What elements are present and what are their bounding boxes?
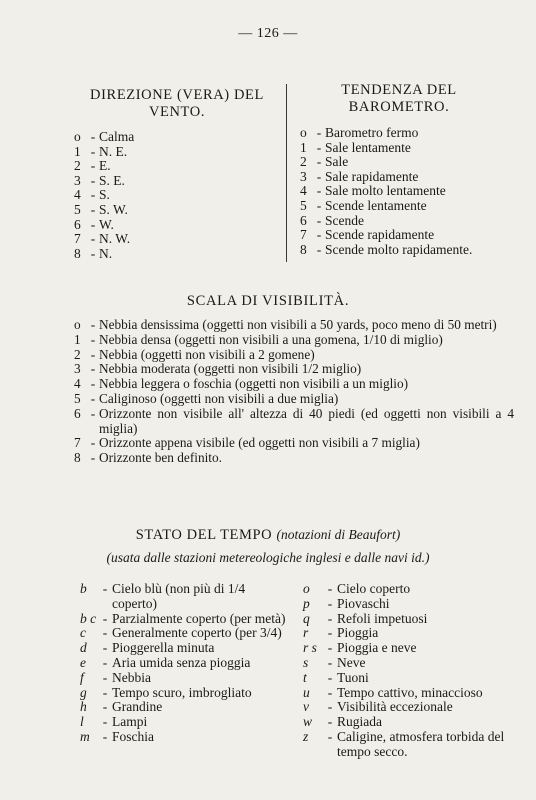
barometer-item [300,126,472,141]
barometer-code: 8 [300,241,307,257]
visibility-item [74,333,514,348]
barometer-title-line2: BAROMETRO. [348,99,450,115]
weather-right-item [303,671,518,686]
weather-right-item [303,686,518,701]
weather-left-item [80,700,290,715]
wind-dash: - [90,172,96,188]
barometer-code: 1 [300,139,307,155]
wind-item [74,145,134,160]
visibility-code: o [74,317,81,332]
weather-right-label: Piovaschi [337,595,390,611]
weather-right-code: t [303,669,307,685]
weather-left-code: g [80,684,87,700]
visibility-dash: - [90,346,96,362]
weather-right-code: p [303,595,310,611]
barometer-code: 3 [300,168,307,184]
barometer-dash: - [316,241,322,257]
wind-dash: - [90,158,96,174]
weather-left-item [80,656,290,671]
weather-right-item [303,656,518,671]
weather-right-item [303,597,518,612]
weather-left-dash: - [102,640,108,656]
weather-right-label: Caligine, atmosfera torbida del tempo secco. [337,728,505,759]
wind-item [74,188,134,203]
weather-right-code: v [303,699,309,715]
weather-right-code: z [303,728,309,744]
wind-title-line1: DIREZIONE (VERA) DEL [90,87,264,103]
barometer-title-line1: TENDENZA DEL [341,82,457,98]
barometer-dash: - [316,227,322,243]
visibility-label: Nebbia moderata (oggetti non visibili 1/2 miglio) [99,361,362,377]
weather-right-item [303,612,518,627]
weather-left-label: Generalmente coperto (per 3/4) [112,625,282,641]
weather-left-dash: - [102,610,108,626]
barometer-item [300,243,472,258]
weather-right-code: s [303,654,309,670]
weather-title-note: (notazioni di Beaufort) [276,527,401,542]
weather-right-code: w [303,714,313,730]
weather-right-dash: - [327,714,333,730]
barometer-label: Scende molto rapidamente. [325,241,473,257]
visibility-dash: - [90,435,96,451]
visibility-label: Nebbia densissima (oggetti non visibili a 50 yards, poco meno di 50 metri) [99,317,497,332]
visibility-label: Orizzonte appena visibile (ed oggetti non visibili a 7 miglia) [99,435,420,451]
visibility-dash: - [90,405,96,421]
weather-right-code: o [303,581,310,596]
wind-title [78,87,276,121]
wind-item [74,130,134,145]
wind-dash: - [90,129,96,144]
weather-left-dash: - [102,654,108,670]
wind-label: N. W. [99,231,131,247]
barometer-code: o [300,125,307,140]
weather-left-code: m [80,728,90,744]
weather-left-dash: - [102,669,108,685]
weather-right-item [303,641,518,656]
weather-right-dash: - [327,640,333,656]
weather-left-dash: - [102,684,108,700]
weather-left-dash: - [102,728,108,744]
wind-dash: - [90,231,96,247]
barometer-dash: - [316,197,322,213]
weather-right-item [303,626,518,641]
wind-item [74,218,134,233]
barometer-item [300,184,472,199]
weather-right-dash: - [327,728,333,744]
weather-right-list [303,582,518,760]
barometer-code: 4 [300,183,307,199]
barometer-label: Barometro fermo [325,125,419,140]
barometer-dash: - [316,125,322,140]
visibility-dash: - [90,361,96,377]
weather-right-dash: - [327,581,333,596]
weather-left-label: Foschia [112,728,154,744]
weather-right-label: Rugiada [337,714,382,730]
barometer-list [300,126,472,257]
weather-right-label: Tuoni [337,669,369,685]
wind-code: 6 [74,216,81,232]
visibility-code: 7 [74,435,81,451]
weather-left-item [80,715,290,730]
wind-dash: - [90,216,96,232]
weather-left-dash: - [102,581,108,596]
visibility-item [74,362,514,377]
weather-left-item [80,582,290,612]
visibility-list [74,318,514,466]
weather-right-code: r [303,625,309,641]
weather-left-item [80,612,290,627]
visibility-dash: - [90,317,96,332]
visibility-code: 4 [74,376,81,392]
visibility-label: Caliginoso (oggetti non visibili a due miglia) [99,390,339,406]
weather-right-label: Neve [337,654,366,670]
weather-right-item [303,582,518,597]
weather-right-dash: - [327,610,333,626]
barometer-label: Sale lentamente [325,139,411,155]
weather-left-code: e [80,654,86,670]
wind-label: Calma [99,129,135,144]
weather-left-dash: - [102,699,108,715]
barometer-item [300,214,472,229]
weather-right-dash: - [327,654,333,670]
barometer-code: 7 [300,227,307,243]
weather-left-label: Cielo blù (non più di 1/4 coperto) [112,581,246,611]
weather-left-label: Parzialmente coperto (per metà) [112,610,286,626]
weather-left-label: Lampi [112,714,148,730]
weather-right-dash: - [327,595,333,611]
weather-right-item [303,700,518,715]
weather-right-item [303,715,518,730]
visibility-code: 1 [74,331,81,347]
weather-left-item [80,626,290,641]
wind-title-line2: VENTO. [148,104,206,120]
weather-left-code: b c [80,610,97,626]
barometer-dash: - [316,183,322,199]
visibility-item [74,318,514,333]
visibility-label: Orizzonte non visibile all' altezza di 40 piedi (ed oggetti non visibili a 4 miglia) [99,405,514,436]
barometer-label: Scende lentamente [325,197,427,213]
barometer-item [300,199,472,214]
visibility-code: 6 [74,405,81,421]
weather-subtitle: (usata dalle stazioni metereologiche inglesi e dalle navi id.) [106,550,430,565]
barometer-code: 5 [300,197,307,213]
visibility-code: 2 [74,346,81,362]
barometer-dash: - [316,168,322,184]
weather-left-dash: - [102,625,108,641]
weather-right-label: Cielo coperto [337,581,411,596]
wind-item [74,247,134,262]
visibility-code: 3 [74,361,81,377]
visibility-item [74,407,514,437]
barometer-label: Scende rapidamente [325,227,435,243]
weather-left-label: Pioggerella minuta [112,640,215,656]
wind-label: S. W. [99,201,128,217]
wind-item [74,203,134,218]
weather-right-label: Tempo cattivo, minaccioso [337,684,483,700]
visibility-label: Orizzonte ben definito. [99,450,222,466]
wind-label: S. E. [99,172,125,188]
visibility-dash: - [90,331,96,347]
wind-dash: - [90,187,96,203]
wind-item [74,232,134,247]
weather-title [0,527,536,544]
wind-label: W. [99,216,114,232]
barometer-code: 2 [300,154,307,170]
weather-left-item [80,671,290,686]
visibility-dash: - [90,450,96,466]
barometer-code: 6 [300,212,307,228]
wind-code: 7 [74,231,81,247]
weather-left-code: f [80,669,84,685]
wind-item [74,159,134,174]
weather-left-list [80,582,290,745]
visibility-item [74,392,514,407]
visibility-item [74,451,514,466]
weather-left-code: l [80,714,84,730]
wind-label: N. [99,245,113,261]
wind-code: 8 [74,245,81,261]
barometer-dash: - [316,212,322,228]
weather-right-dash: - [327,684,333,700]
weather-right-label: Refoli impetuosi [337,610,428,626]
wind-code: 4 [74,187,81,203]
wind-label: N. E. [99,143,128,159]
barometer-item [300,228,472,243]
column-divider [286,84,287,262]
weather-right-code: q [303,610,310,626]
weather-right-dash: - [327,625,333,641]
weather-left-code: h [80,699,87,715]
visibility-label: Nebbia (oggetti non visibili a 2 gomene) [99,346,315,362]
weather-left-item [80,641,290,656]
weather-left-item [80,686,290,701]
weather-right-label: Pioggia e neve [337,640,417,656]
visibility-label: Nebbia leggera o foschia (oggetti non visibili a un miglio) [99,376,409,392]
barometer-label: Sale molto lentamente [325,183,446,199]
wind-label: S. [99,187,110,203]
visibility-item [74,436,514,451]
barometer-label: Sale rapidamente [325,168,419,184]
weather-left-item [80,730,290,745]
visibility-title: SCALA DI VISIBILITÀ. [186,293,350,309]
wind-dash: - [90,245,96,261]
visibility-label: Nebbia densa (oggetti non visibili a una gomena, 1/10 di miglio) [99,331,443,347]
barometer-item [300,155,472,170]
wind-code: 2 [74,158,81,174]
barometer-label: Scende [325,212,364,228]
visibility-dash: - [90,390,96,406]
visibility-dash: - [90,376,96,392]
weather-right-label: Pioggia [337,625,379,641]
barometer-label: Sale [325,154,349,170]
weather-left-label: Grandine [112,699,163,715]
wind-label: E. [99,158,111,174]
weather-left-label: Aria umida senza pioggia [112,654,251,670]
weather-right-dash: - [327,669,333,685]
weather-right-dash: - [327,699,333,715]
wind-dash: - [90,201,96,217]
page-number: — 126 — [238,26,298,41]
barometer-item [300,141,472,156]
visibility-item [74,377,514,392]
weather-right-code: r s [303,640,317,656]
weather-left-code: d [80,640,87,656]
visibility-code: 5 [74,390,81,406]
wind-code: 5 [74,201,81,217]
barometer-item [300,170,472,185]
barometer-dash: - [316,139,322,155]
barometer-title [296,82,502,116]
weather-left-code: b [80,581,87,596]
weather-left-label: Tempo scuro, imbrogliato [112,684,252,700]
weather-left-label: Nebbia [112,669,151,685]
visibility-item [74,348,514,363]
weather-right-label: Visibilità eccezionale [337,699,453,715]
barometer-dash: - [316,154,322,170]
wind-dash: - [90,143,96,159]
weather-left-code: c [80,625,86,641]
weather-right-item [303,730,518,760]
weather-left-dash: - [102,714,108,730]
wind-code: 1 [74,143,81,159]
wind-code: 3 [74,172,81,188]
wind-item [74,174,134,189]
visibility-code: 8 [74,450,81,466]
weather-title-main: STATO DEL TEMPO [135,527,273,543]
wind-code: o [74,129,81,144]
weather-right-code: u [303,684,310,700]
wind-list [74,130,134,261]
